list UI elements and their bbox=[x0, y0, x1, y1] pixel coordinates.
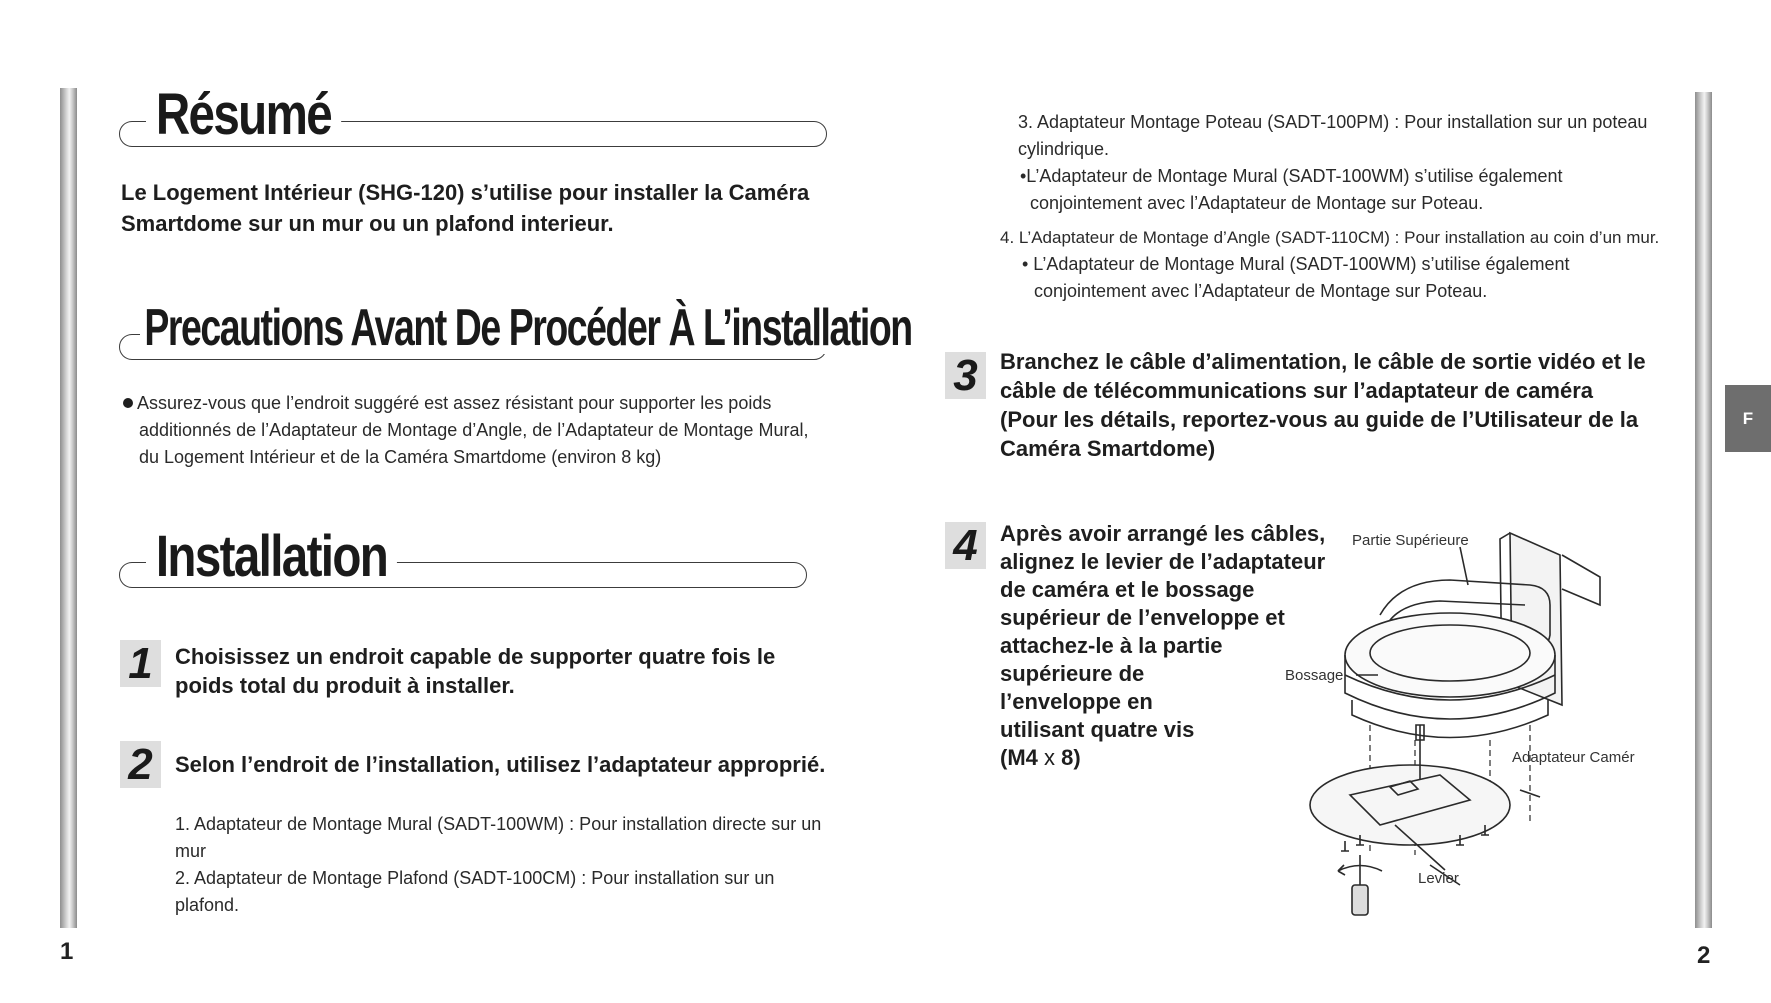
step-3-line-4: Caméra Smartdome) bbox=[1000, 436, 1216, 461]
precautions-line-2: additionnés de l’Adaptateur de Montage d’Angle, de l’Adaptateur de Montage Mural, bbox=[139, 420, 809, 440]
page-number-right: 2 bbox=[1697, 942, 1711, 969]
bullet-icon bbox=[123, 398, 133, 408]
precautions-title: Precautions Avant De Procéder À L’installation bbox=[140, 302, 916, 354]
left-margin-bar bbox=[60, 88, 77, 928]
step-3-line-2: câble de télécommunications sur l’adaptateur de caméra bbox=[1000, 378, 1593, 403]
step-4-line-7: l’enveloppe en bbox=[1000, 689, 1153, 714]
adapter-item-3-cont: cylindrique. bbox=[1018, 139, 1110, 159]
step-1-number: 1 bbox=[120, 640, 161, 687]
precautions-text bbox=[123, 390, 823, 471]
step-3-text bbox=[1000, 347, 1680, 463]
step-3-line-1: Branchez le câble d’alimentation, le câble de sortie vidéo et le bbox=[1000, 349, 1646, 374]
adapter-list-continued bbox=[1000, 109, 1660, 305]
step-4-line-3: de caméra et le bossage bbox=[1000, 577, 1255, 602]
step-3-number: 3 bbox=[945, 352, 986, 399]
precautions-line-3: du Logement Intérieur et de la Caméra Smartdome (environ 8 kg) bbox=[139, 447, 662, 467]
right-margin-bar bbox=[1695, 92, 1712, 928]
step-3-line-3: (Pour les détails, reportez-vous au guide de l’Utilisateur de la bbox=[1000, 407, 1639, 432]
step-1-line-2: poids total du produit à installer. bbox=[175, 673, 515, 698]
label-top-part: Partie Supérieure bbox=[1352, 532, 1469, 549]
adapter-item-4: 4. L’Adaptateur de Montage d’Angle (SADT-110CM) : Pour installation au coin d’un mur. bbox=[1000, 228, 1660, 247]
resume-line-1: Le Logement Intérieur (SHG-120) s’utilise pour installer la Caméra bbox=[121, 180, 810, 205]
adapter-item-3: 3. Adaptateur Montage Poteau (SADT-100PM) : Pour installation sur un poteau bbox=[1018, 112, 1648, 132]
step-4-line-4: supérieur de l’enveloppe et bbox=[1000, 605, 1285, 630]
step-4-text bbox=[1000, 520, 1330, 772]
resume-title: Résumé bbox=[146, 86, 341, 144]
resume-summary bbox=[121, 177, 821, 239]
resume-line-2: Smartdome sur un mur ou un plafond interieur. bbox=[121, 211, 614, 236]
adapter-list bbox=[175, 811, 825, 919]
precautions-line-1: Assurez-vous que l’endroit suggéré est assez résistant pour supporter les poids bbox=[123, 390, 823, 417]
step-4-line-5: attachez-le à la partie bbox=[1000, 633, 1223, 658]
adapter-item-2: 2. Adaptateur de Montage Plafond (SADT-100CM) : Pour installation sur un plafond. bbox=[175, 868, 775, 915]
step-4-line-1: Après avoir arrangé les câbles, bbox=[1000, 521, 1326, 546]
installation-diagram bbox=[1285, 525, 1660, 920]
step-2-number: 2 bbox=[120, 741, 161, 788]
step-4-line-8: utilisant quatre vis bbox=[1000, 717, 1195, 742]
step-1-text bbox=[175, 642, 795, 700]
label-boss: Bossage bbox=[1285, 667, 1344, 684]
step-4-line-2: alignez le levier de l’adaptateur bbox=[1000, 549, 1326, 574]
step-2-line-1: Selon l’endroit de l’installation, utilisez l’adaptateur approprié. bbox=[175, 752, 826, 777]
label-camera-adapter: Adaptateur Camér bbox=[1512, 749, 1635, 766]
step-4-screw-spec: (M4 x 8) bbox=[1000, 745, 1081, 770]
adapter-item-3-note-1: •L’Adaptateur de Montage Mural (SADT-100WM) s’utilise également bbox=[1020, 166, 1563, 186]
step-4-line-6: supérieure de bbox=[1000, 661, 1145, 686]
adapter-item-1: 1. Adaptateur de Montage Mural (SADT-100WM) : Pour installation directe sur un mur bbox=[175, 814, 822, 861]
page-number-left: 1 bbox=[60, 938, 74, 965]
adapter-item-4-note-2: conjointement avec l’Adaptateur de Montage sur Poteau. bbox=[1034, 281, 1488, 301]
adapter-item-4-note-1: • L’Adaptateur de Montage Mural (SADT-100WM) s’utilise également bbox=[1022, 254, 1570, 274]
step-4-number: 4 bbox=[945, 522, 986, 569]
housing-assembly-illustration bbox=[1300, 525, 1660, 920]
adapter-item-3-note-2: conjointement avec l’Adaptateur de Montage sur Poteau. bbox=[1030, 193, 1484, 213]
installation-title: Installation bbox=[146, 528, 397, 586]
step-1-line-1: Choisissez un endroit capable de supporter quatre fois le bbox=[175, 644, 776, 669]
language-tab-f[interactable]: F bbox=[1725, 385, 1771, 452]
label-lever: Levier bbox=[1418, 870, 1459, 887]
